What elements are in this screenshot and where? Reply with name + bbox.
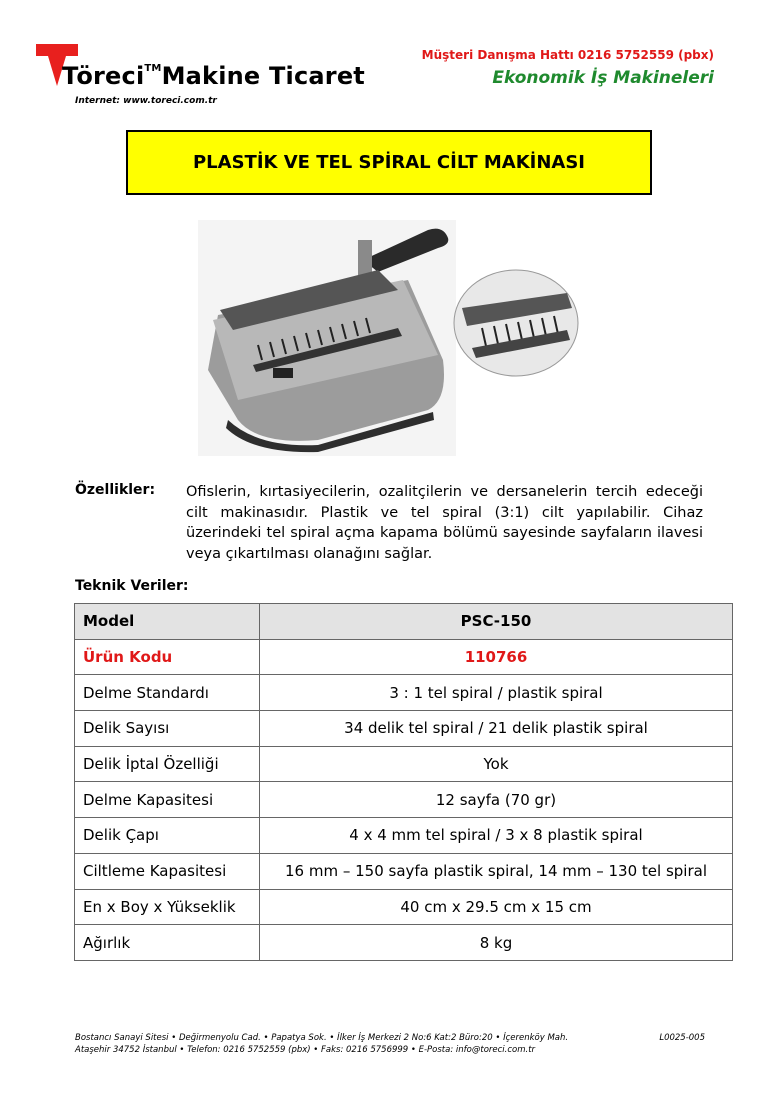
spec-name: Ciltleme Kapasitesi [75,853,260,889]
footer [75,1032,705,1056]
table-row [75,818,733,854]
table-row [75,925,733,961]
table-row [75,746,733,782]
footer-address-line1: Bostancı Sanayi Sitesi • Değirmenyolu Cad. • Papatya Sok. • İlker İş Merkezi 2 No:6 Kat:2 Büro:20 • İçerenköy Mah. [75,1033,569,1043]
logo-bar [36,44,78,56]
table-row [75,711,733,747]
spec-value: 40 cm x 29.5 cm x 15 cm [260,889,733,925]
spec-value: 12 sayfa (70 gr) [260,782,733,818]
title-box [126,130,652,195]
table-row [75,639,733,675]
features-label: Özellikler: [75,482,156,498]
table-row [75,782,733,818]
table-row [75,853,733,889]
spec-name: Ürün Kodu [75,639,260,675]
spec-name: Delme Standardı [75,675,260,711]
spec-name: En x Boy x Yükseklik [75,889,260,925]
spec-name: Delik Çapı [75,818,260,854]
footer-address-line2: Ataşehir 34752 İstanbul • Telefon: 0216 5752559 (pbx) • Faks: 0216 5756999 • E-Posta: info@toreci.com.tr [75,1045,536,1055]
spec-table [74,603,733,961]
product-image [198,220,456,456]
table-row [75,604,733,640]
spec-value: 34 delik tel spiral / 21 delik plastik spiral [260,711,733,747]
customer-hotline: Müşteri Danışma Hattı 0216 5752559 (pbx) [421,48,714,62]
spec-name: Ağırlık [75,925,260,961]
spec-name: Delme Kapasitesi [75,782,260,818]
brand-name [62,62,365,90]
company-slogan: Ekonomik İş Makineleri [492,68,714,88]
spec-value: 4 x 4 mm tel spiral / 3 x 8 plastik spiral [260,818,733,854]
brand-name-rest: Makine Ticaret [161,62,365,90]
spec-name: Delik Sayısı [75,711,260,747]
table-row [75,675,733,711]
table-row [75,889,733,925]
page-title: PLASTİK VE TEL SPİRAL CİLT MAKİNASI [192,152,586,173]
internet-address: Internet: www.toreci.com.tr [75,96,217,106]
spec-value: 16 mm – 150 sayfa plastik spiral, 14 mm – 130 tel spiral [260,853,733,889]
brand-name-first: Töreci [62,62,145,90]
spec-value: Yok [260,746,733,782]
spec-name: Model [75,604,260,640]
spec-value: 110766 [260,639,733,675]
document-code: L0025-005 [659,1033,705,1043]
trademark-mark: TM [144,63,162,74]
spec-name: Delik İptal Özelliği [75,746,260,782]
features-text: Ofislerin, kırtasiyecilerin, ozalitçilerin ve dersanelerin tercih edeceği cilt makinasıdır. Plastik ve tel spiral (3:1) cilt yapılabilir. Cihaz üzerindeki tel spiral açma kapama bölümü sayesinde sayfaların ilavesi veya çıkartılması olanağını sağlar. [186,484,703,562]
tech-data-label: Teknik Veriler: [75,578,189,594]
detail-image [452,268,580,378]
spec-value: 8 kg [260,925,733,961]
spec-value: PSC-150 [260,604,733,640]
spec-value: 3 : 1 tel spiral / plastik spiral [260,675,733,711]
